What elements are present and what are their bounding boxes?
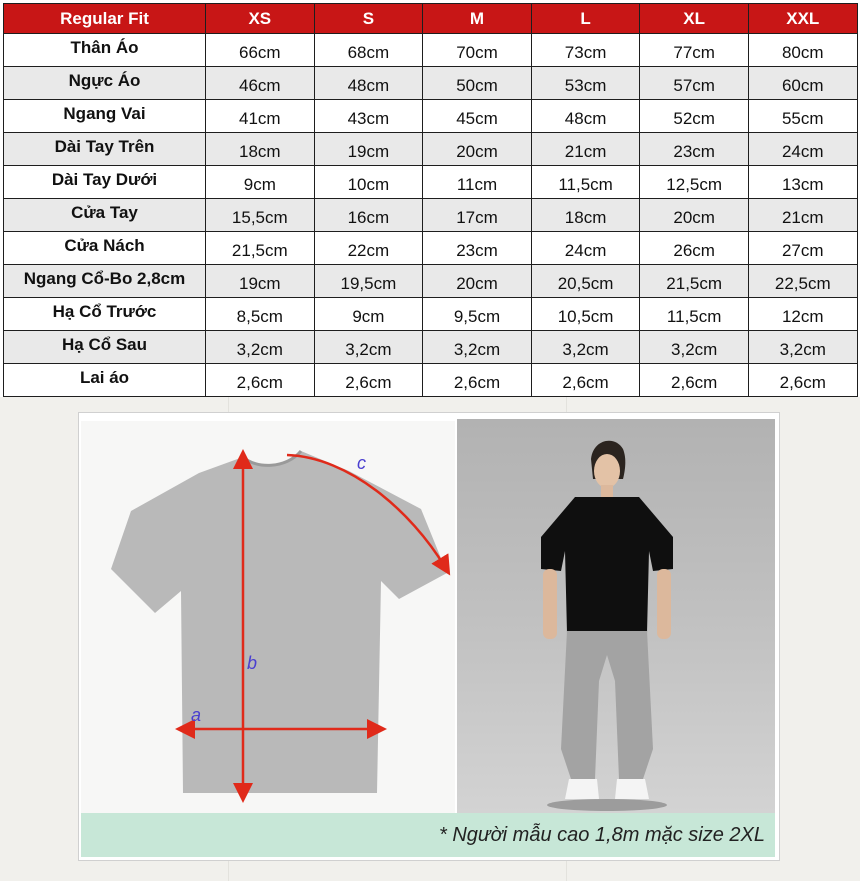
size-row	[4, 232, 858, 265]
header-size-s: S	[314, 4, 423, 34]
measurement-label: Ngang Cổ-Bo 2,8cm	[4, 265, 206, 298]
measurement-value: 3,2cm	[206, 331, 315, 364]
header-size-l: L	[531, 4, 640, 34]
measurement-panel	[78, 412, 780, 861]
measurement-label: Lai áo	[4, 364, 206, 397]
model-caption	[81, 813, 775, 857]
measurement-value: 23cm	[423, 232, 532, 265]
measurement-value: 48cm	[314, 67, 423, 100]
header-fit: Regular Fit	[4, 4, 206, 34]
measurement-value: 17cm	[423, 199, 532, 232]
measurement-value: 20cm	[423, 133, 532, 166]
measurement-value: 20cm	[640, 199, 749, 232]
measurement-value: 3,2cm	[314, 331, 423, 364]
measurement-value: 9cm	[314, 298, 423, 331]
measurement-value: 12cm	[748, 298, 857, 331]
measurement-label: Thân Áo	[4, 34, 206, 67]
measurement-value: 15,5cm	[206, 199, 315, 232]
measurement-value: 11cm	[423, 166, 532, 199]
measurement-value: 21cm	[531, 133, 640, 166]
model-right-shoe	[615, 779, 649, 799]
size-row	[4, 265, 858, 298]
measurement-value: 41cm	[206, 100, 315, 133]
size-header-row	[4, 4, 858, 34]
measurement-value: 52cm	[640, 100, 749, 133]
measurement-value: 2,6cm	[206, 364, 315, 397]
measurement-value: 21,5cm	[640, 265, 749, 298]
model-caption-text: * Người mẫu cao 1,8m mặc size 2XL	[438, 823, 765, 846]
measurement-value: 73cm	[531, 34, 640, 67]
measurement-value: 13cm	[748, 166, 857, 199]
measurement-value: 77cm	[640, 34, 749, 67]
size-row	[4, 67, 858, 100]
measure-a-label: a	[191, 705, 202, 725]
measurement-value: 22cm	[314, 232, 423, 265]
measurement-value: 19cm	[206, 265, 315, 298]
tshirt-shape-icon	[111, 451, 447, 793]
measurement-value: 66cm	[206, 34, 315, 67]
measurement-value: 2,6cm	[314, 364, 423, 397]
measurement-value: 27cm	[748, 232, 857, 265]
size-row	[4, 298, 858, 331]
measurement-value: 21,5cm	[206, 232, 315, 265]
measurement-value: 53cm	[531, 67, 640, 100]
measurement-value: 8,5cm	[206, 298, 315, 331]
measurement-value: 19,5cm	[314, 265, 423, 298]
model-left-shoe	[565, 779, 599, 799]
measurement-value: 68cm	[314, 34, 423, 67]
measurement-value: 20,5cm	[531, 265, 640, 298]
model-right-arm	[657, 569, 671, 639]
model-pants-icon	[561, 631, 653, 779]
measurement-value: 2,6cm	[748, 364, 857, 397]
measurement-value: 10,5cm	[531, 298, 640, 331]
size-row	[4, 166, 858, 199]
measurement-value: 19cm	[314, 133, 423, 166]
measurement-value: 57cm	[640, 67, 749, 100]
measurement-value: 2,6cm	[640, 364, 749, 397]
size-row	[4, 364, 858, 397]
measurement-value: 46cm	[206, 67, 315, 100]
measurement-value: 20cm	[423, 265, 532, 298]
tshirt-diagram	[81, 421, 455, 821]
measurement-value: 3,2cm	[748, 331, 857, 364]
measurement-value: 12,5cm	[640, 166, 749, 199]
measurement-value: 50cm	[423, 67, 532, 100]
measurement-value: 48cm	[531, 100, 640, 133]
measurement-label: Dài Tay Trên	[4, 133, 206, 166]
measurement-value: 2,6cm	[531, 364, 640, 397]
tshirt-diagram-svg	[81, 421, 455, 821]
header-size-xl: XL	[640, 4, 749, 34]
measurement-label: Hạ Cổ Sau	[4, 331, 206, 364]
measure-c-label: c	[357, 453, 366, 473]
measurement-value: 24cm	[748, 133, 857, 166]
measurement-value: 70cm	[423, 34, 532, 67]
measurement-value: 3,2cm	[640, 331, 749, 364]
measurement-value: 24cm	[531, 232, 640, 265]
size-table	[3, 3, 858, 397]
measurement-value: 23cm	[640, 133, 749, 166]
model-photo	[457, 419, 775, 813]
model-left-arm	[543, 569, 557, 639]
measurement-value: 9cm	[206, 166, 315, 199]
measurement-value: 9,5cm	[423, 298, 532, 331]
measurement-label: Cửa Nách	[4, 232, 206, 265]
measurement-value: 55cm	[748, 100, 857, 133]
measurement-value: 80cm	[748, 34, 857, 67]
measurement-value: 10cm	[314, 166, 423, 199]
measurement-label: Hạ Cổ Trước	[4, 298, 206, 331]
measurement-value: 26cm	[640, 232, 749, 265]
measurement-value: 11,5cm	[640, 298, 749, 331]
measure-b-label: b	[247, 653, 258, 673]
measurement-value: 60cm	[748, 67, 857, 100]
measurement-value: 11,5cm	[531, 166, 640, 199]
measurement-value: 18cm	[206, 133, 315, 166]
measurement-value: 2,6cm	[423, 364, 532, 397]
header-size-xs: XS	[206, 4, 315, 34]
size-row	[4, 133, 858, 166]
model-head	[594, 454, 620, 488]
header-size-xxl: XXL	[748, 4, 857, 34]
measurement-value: 21cm	[748, 199, 857, 232]
measurement-label: Dài Tay Dưới	[4, 166, 206, 199]
measurement-value: 16cm	[314, 199, 423, 232]
measurement-label: Ngang Vai	[4, 100, 206, 133]
model-tshirt-icon	[541, 497, 673, 633]
header-size-m: M	[423, 4, 532, 34]
measurement-label: Ngực Áo	[4, 67, 206, 100]
size-row	[4, 199, 858, 232]
model-figure	[457, 419, 775, 813]
size-chart-sheet	[0, 0, 860, 397]
size-row	[4, 100, 858, 133]
size-row	[4, 34, 858, 67]
measurement-value: 22,5cm	[748, 265, 857, 298]
measurement-value: 45cm	[423, 100, 532, 133]
measurement-value: 43cm	[314, 100, 423, 133]
measurement-label: Cửa Tay	[4, 199, 206, 232]
measurement-value: 3,2cm	[531, 331, 640, 364]
measurement-value: 18cm	[531, 199, 640, 232]
measurement-value: 3,2cm	[423, 331, 532, 364]
size-row	[4, 331, 858, 364]
